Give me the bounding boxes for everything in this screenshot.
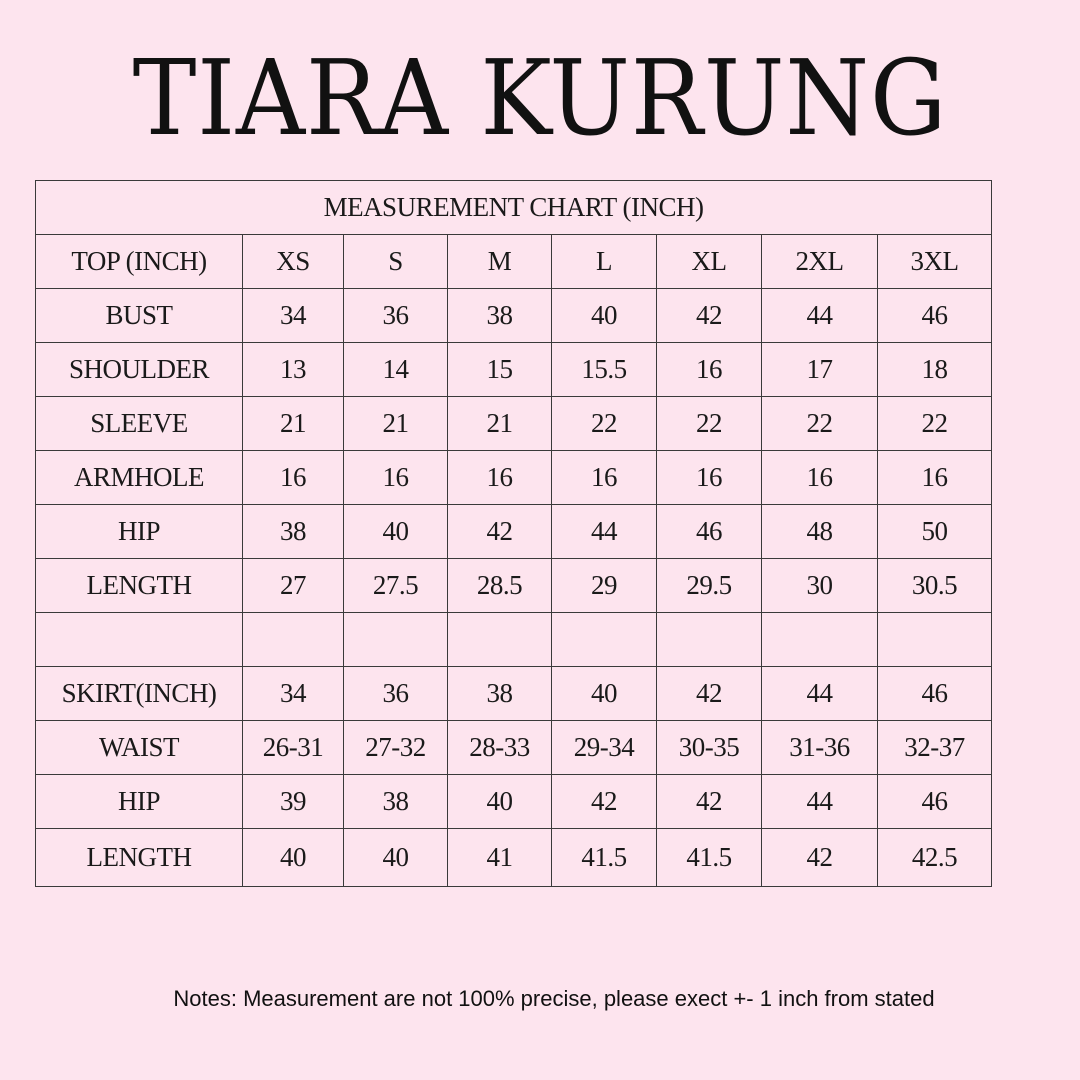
value-cell: 16 [448, 451, 552, 505]
row-label-cell: ARMHOLE [36, 451, 243, 505]
value-cell: 16 [344, 451, 448, 505]
value-cell [657, 613, 762, 667]
skirt-row [36, 829, 992, 887]
top-row [36, 505, 992, 559]
value-cell: 30-35 [657, 721, 762, 775]
value-cell: 44 [762, 775, 878, 829]
spacer-row [36, 613, 992, 667]
value-cell: 16 [657, 343, 762, 397]
value-cell: 42.5 [878, 829, 992, 887]
value-cell: 40 [243, 829, 344, 887]
row-label-cell: SKIRT(INCH) [36, 667, 243, 721]
value-cell: 42 [762, 829, 878, 887]
value-cell: 30 [762, 559, 878, 613]
value-cell: 39 [243, 775, 344, 829]
value-cell: 38 [448, 667, 552, 721]
value-cell: S [344, 235, 448, 289]
value-cell: 14 [344, 343, 448, 397]
value-cell: 22 [762, 397, 878, 451]
value-cell: 15 [448, 343, 552, 397]
value-cell: 21 [344, 397, 448, 451]
value-cell: 30.5 [878, 559, 992, 613]
top-row [36, 451, 992, 505]
value-cell: 44 [762, 667, 878, 721]
skirt-header-row [36, 667, 992, 721]
value-cell: 27.5 [344, 559, 448, 613]
skirt-row [36, 775, 992, 829]
value-cell: 29 [552, 559, 657, 613]
value-cell: 31-36 [762, 721, 878, 775]
value-cell [448, 613, 552, 667]
value-cell: 34 [243, 667, 344, 721]
row-label-cell [36, 613, 243, 667]
row-label-cell: SHOULDER [36, 343, 243, 397]
value-cell: 22 [657, 397, 762, 451]
chart-title: MEASUREMENT CHART (INCH) [36, 181, 992, 235]
value-cell [243, 613, 344, 667]
chart-body [36, 181, 992, 887]
top-row [36, 289, 992, 343]
value-cell: 29.5 [657, 559, 762, 613]
value-cell: 34 [243, 289, 344, 343]
chart-title-row [36, 181, 992, 235]
value-cell: 3XL [878, 235, 992, 289]
value-cell: 48 [762, 505, 878, 559]
value-cell: XL [657, 235, 762, 289]
value-cell: 26-31 [243, 721, 344, 775]
value-cell: 36 [344, 289, 448, 343]
value-cell: 46 [657, 505, 762, 559]
value-cell [762, 613, 878, 667]
value-cell: 16 [243, 451, 344, 505]
value-cell: 42 [657, 775, 762, 829]
value-cell: 38 [243, 505, 344, 559]
top-row [36, 343, 992, 397]
value-cell: 22 [878, 397, 992, 451]
value-cell: 40 [552, 289, 657, 343]
value-cell: 41 [448, 829, 552, 887]
value-cell: 32-37 [878, 721, 992, 775]
value-cell: 46 [878, 775, 992, 829]
value-cell: 16 [762, 451, 878, 505]
value-cell: 15.5 [552, 343, 657, 397]
value-cell: XS [243, 235, 344, 289]
value-cell: 42 [657, 667, 762, 721]
value-cell: 44 [762, 289, 878, 343]
skirt-row [36, 721, 992, 775]
value-cell: 2XL [762, 235, 878, 289]
value-cell: 38 [344, 775, 448, 829]
value-cell [344, 613, 448, 667]
measurement-chart [35, 180, 992, 887]
row-label-cell: WAIST [36, 721, 243, 775]
row-label-cell: LENGTH [36, 829, 243, 887]
value-cell: 42 [657, 289, 762, 343]
value-cell: 46 [878, 289, 992, 343]
row-label-cell: BUST [36, 289, 243, 343]
value-cell: 28.5 [448, 559, 552, 613]
value-cell: 16 [657, 451, 762, 505]
top-header-row [36, 235, 992, 289]
value-cell: 42 [552, 775, 657, 829]
value-cell: 27-32 [344, 721, 448, 775]
value-cell: 28-33 [448, 721, 552, 775]
row-label-cell: HIP [36, 505, 243, 559]
value-cell: 50 [878, 505, 992, 559]
value-cell: 42 [448, 505, 552, 559]
value-cell [878, 613, 992, 667]
brand-title: TIARA KURUNG [132, 37, 948, 159]
value-cell: 16 [878, 451, 992, 505]
value-cell: 21 [243, 397, 344, 451]
row-label-cell: SLEEVE [36, 397, 243, 451]
value-cell: 41.5 [657, 829, 762, 887]
value-cell: 13 [243, 343, 344, 397]
value-cell: 17 [762, 343, 878, 397]
value-cell: 16 [552, 451, 657, 505]
value-cell: 18 [878, 343, 992, 397]
value-cell: 40 [552, 667, 657, 721]
top-row [36, 397, 992, 451]
value-cell [552, 613, 657, 667]
value-cell: 38 [448, 289, 552, 343]
top-row [36, 559, 992, 613]
row-label-cell: TOP (INCH) [36, 235, 243, 289]
value-cell: 46 [878, 667, 992, 721]
notes-text: Notes: Measurement are not 100% precise, please exect +- 1 inch from stated [173, 986, 935, 1011]
value-cell: 21 [448, 397, 552, 451]
value-cell: 40 [448, 775, 552, 829]
value-cell: 27 [243, 559, 344, 613]
value-cell: 44 [552, 505, 657, 559]
value-cell: L [552, 235, 657, 289]
value-cell: 29-34 [552, 721, 657, 775]
value-cell: 22 [552, 397, 657, 451]
value-cell: 36 [344, 667, 448, 721]
value-cell: M [448, 235, 552, 289]
value-cell: 40 [344, 505, 448, 559]
row-label-cell: HIP [36, 775, 243, 829]
row-label-cell: LENGTH [36, 559, 243, 613]
value-cell: 41.5 [552, 829, 657, 887]
value-cell: 40 [344, 829, 448, 887]
